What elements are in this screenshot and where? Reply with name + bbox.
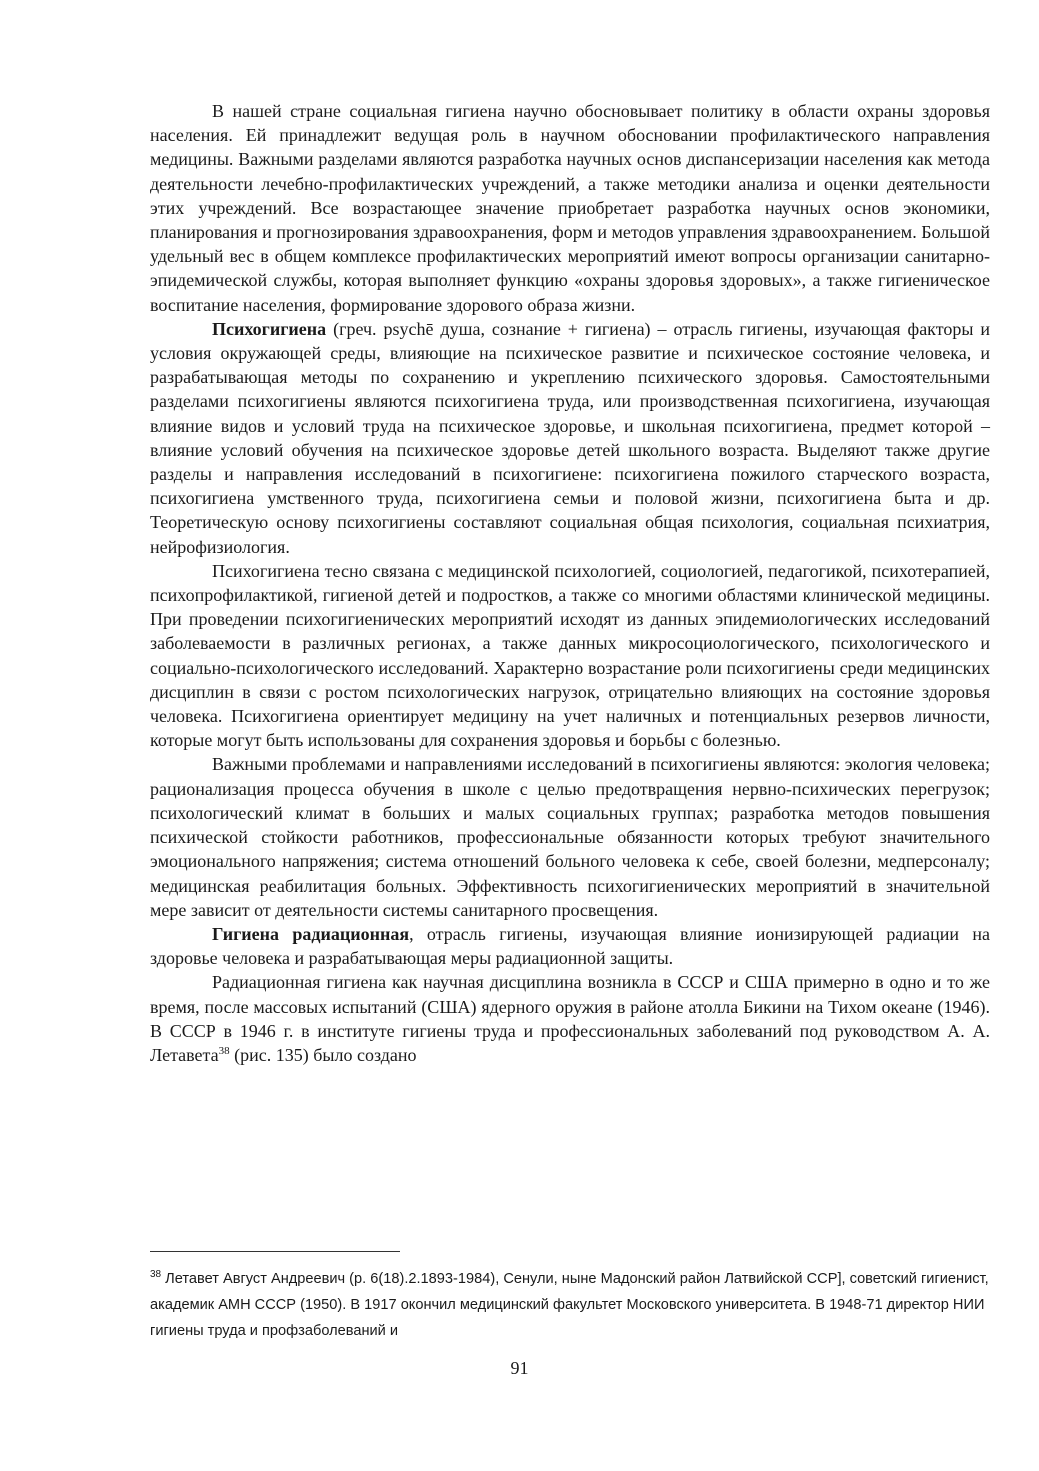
paragraph-text: В нашей стране социальная гигиена научно обосновывает политику в области охраны здоровья населения. Ей принадлежит ведущая роль в научном обосновании профилактического направления медицины. Важными разделами являются разработка научных основ диспансеризации населения как метода деятельности лечебно-профилактических учреждений, а также методики анализа и оценки деятельности этих учреждений. Все возрастающее значение приобретает разработка научных основ экономики, планирования и прогнозирования здравоохранения, форм и методов управления здравоохранением. Большой удельный вес в общем комплексе профилактических мероприятий имеют вопросы организации санитарно-эпидемической службы, которая выполняет функцию «охраны здоровья здоровых», а также гигиеническое воспитание населения, формирование здорового образа жизни. [150,101,990,315]
paragraph-radiation-history [150,970,990,1067]
body-text [150,99,990,1067]
page-number: 91 [510,1358,529,1378]
footnote-text: Летавет Август Андреевич (р. 6(18).2.1893-1984), Сенули, ныне Мадонский район Латвийской ССР], советский гигиенист, академик АМН СССР (1950). В 1917 окончил медицинский факультет Московского университета. В 1948-71 директор НИИ гигиены труда и профзаболеваний и [150,1271,989,1339]
paragraph-radiation-hygiene [150,922,990,970]
footnote-divider [150,1251,400,1252]
paragraph-psychohygiene-relations [150,559,990,753]
paragraph-psychohygiene [150,317,990,559]
footnote [150,1266,995,1344]
paragraph-text: Важными проблемами и направлениями исследований в психогигиены являются: экология человека; рационализация процесса обучения в школе с целью предотвращения нервно-психических перегрузок; психологический климат в больших и малых социальных группах; разработка методов повышения психической стойкости работников, профессиональные обязанности которых требуют значительного эмоционального напряжения; система отношений больного человека к себе, своей болезни, медперсоналу; медицинская реабилитация больных. Эффективность психогигиенических мероприятий в значительной мере зависит от деятельности системы санитарного просвещения. [150,754,990,920]
paragraph-text: Радиационная гигиена как научная дисциплина возникла в СССР и США примерно в одно и то же время, после массовых испытаний (США) ядерного оружия в районе атолла Бикини на Тихом океане (1946). В СССР в 1946 г. в институте гигиены труда и профессиональных заболеваний под руководством А. А. Летавета [150,972,990,1065]
footnote-marker: 38 [150,1269,162,1281]
paragraph-text: (греч. psychē душа, сознание + гигиена) – отрасль гигиены, изучающая факторы и условия окружающей среды, влияющие на психическое развитие и психическое состояние человека, и разрабатывающая методы по сохранению и укреплению психического здоровья. Самостоятельными разделами психогигиены являются психогигиена труда, или производственная психогигиена, изучающая влияние видов и условий труда на психическое здоровье, и школьная психогигиена, предмет которой – влияние условий обучения на психическое здоровье детей школьного возраста. Выделяют также другие разделы и направления исследований в психогигиене: психогигиена пожилого старческого возраста, психогигиена умственного труда, психогигиена семьи и половой жизни, психогигиена быта и др. Теоретическую основу психогигиены составляют социальная общая психология, социальная психиатрия, нейрофизиология. [150,318,990,557]
paragraph-text: Психогигиена тесно связана с медицинской психологией, социологией, педагогикой, психотерапией, психопрофилактикой, гигиеной детей и подростков, а также со многими областями клинической медицины. При проведении психогигиенических мероприятий исходят из данных эпидемиологических исследований заболеваемости в различных регионах, а также данных микросоциологического, психологического и социально-психологического исследований. Характерно возрастание роли психогигиены среди медицинских дисциплин в связи с ростом психологических нагрузок, отрицательно влияющих на состояние здоровья человека. Психогигиена ориентирует медицину на учет наличных и потенциальных резервов личности, которые могут быть использованы для сохранения здоровья и борьбы с болезнью. [150,560,990,751]
paragraph-text-after: (рис. 135) было создано [229,1044,417,1065]
paragraph-psychohygiene-problems [150,752,990,921]
footnote-reference[interactable]: 38 [218,1044,230,1057]
paragraph-social-hygiene [150,99,990,317]
paragraph-text: , отрасль гигиены, изучающая влияние ионизирующей радиации на здоровье человека и разрабатывающая меры радиационной защиты. [150,923,990,969]
term-radiation-hygiene: Гигиена радиационная [212,923,410,944]
term-psychohygiene: Психогигиена [212,318,327,339]
